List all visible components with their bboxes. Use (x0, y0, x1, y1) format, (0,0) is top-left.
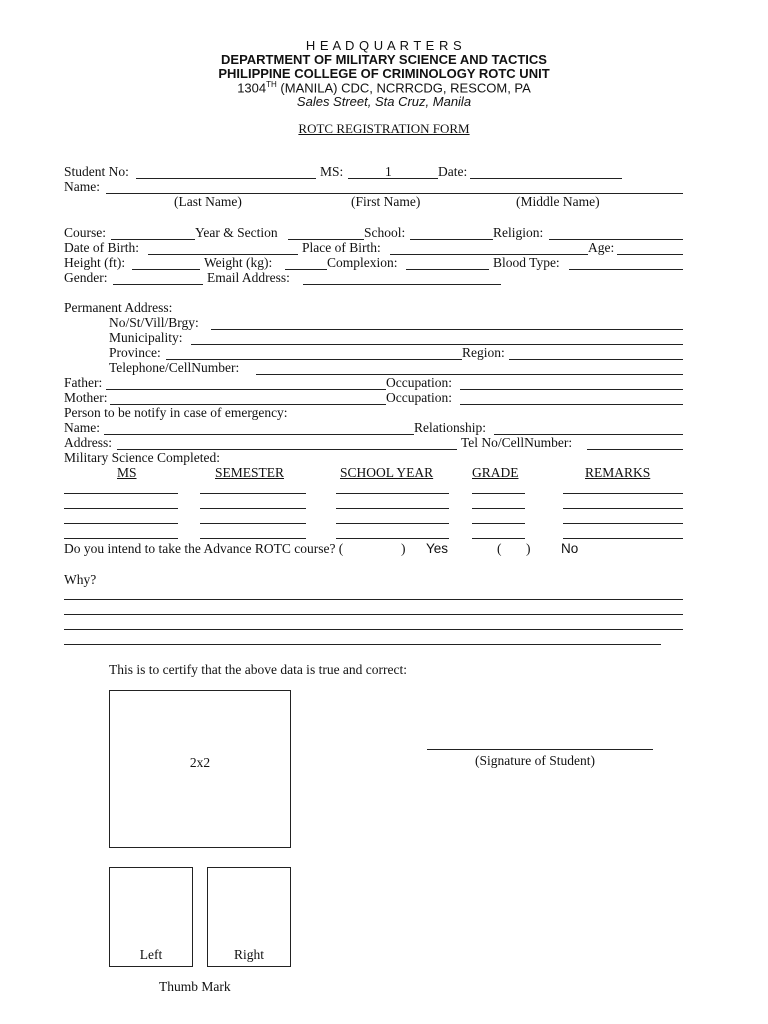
name-label: Name: (64, 179, 100, 194)
ms-cell[interactable] (64, 538, 178, 539)
emergency-name-label: Name: (64, 420, 100, 435)
mother-label: Mother: (64, 390, 108, 405)
school-year-cell[interactable] (336, 523, 449, 524)
pob-label: Place of Birth: (302, 240, 381, 255)
blood-type-field[interactable] (569, 269, 683, 270)
complexion-label: Complexion: (327, 255, 398, 270)
weight-label: Weight (kg): (204, 255, 273, 270)
gender-label: Gender: (64, 270, 108, 285)
municipality-field[interactable] (191, 344, 683, 345)
why-line[interactable] (64, 644, 661, 645)
certify-text: This is to certify that the above data is true and correct: (109, 662, 408, 677)
left-thumb-box[interactable] (109, 867, 193, 967)
header-unit: 1304TH (MANILA) CDC, NCRRCDG, RESCOM, PA (237, 80, 531, 96)
father-field[interactable] (106, 389, 386, 390)
signature-line[interactable] (427, 749, 653, 750)
father-occupation-field[interactable] (460, 389, 683, 390)
left-thumb-caption: Left (139, 947, 163, 962)
age-field[interactable] (617, 254, 683, 255)
mother-occupation-label: Occupation: (386, 390, 452, 405)
ms-value: 1 (385, 164, 392, 179)
father-occupation-label: Occupation: (386, 375, 452, 390)
region-field[interactable] (509, 359, 683, 360)
tel-cell-field[interactable] (587, 449, 683, 450)
student-no-label: Student No: (64, 164, 129, 179)
school-year-cell[interactable] (336, 508, 449, 509)
header-college: PHILIPPINE COLLEGE OF CRIMINOLOGY ROTC UNIT (218, 66, 550, 81)
header-department: DEPARTMENT OF MILITARY SCIENCE AND TACTICS (221, 52, 547, 67)
why-line[interactable] (64, 599, 683, 600)
religion-label: Religion: (493, 225, 544, 240)
school-field[interactable] (410, 239, 493, 240)
header-headquarters: H E A D Q U A R T E R S (305, 38, 463, 53)
remarks-cell[interactable] (563, 538, 683, 539)
grade-cell[interactable] (472, 523, 525, 524)
school-year-cell[interactable] (336, 538, 449, 539)
municipality-label: Municipality: (109, 330, 183, 345)
no-checkbox-close[interactable]: ) (526, 541, 531, 556)
complexion-field[interactable] (406, 269, 489, 270)
why-line[interactable] (64, 629, 683, 630)
emergency-name-field[interactable] (104, 434, 414, 435)
semester-cell[interactable] (200, 523, 306, 524)
ms-cell[interactable] (64, 493, 178, 494)
middle-name-caption: (Middle Name) (516, 194, 600, 209)
no-option-label: No (561, 541, 579, 556)
telephone-label: Telephone/CellNumber: (109, 360, 240, 375)
permanent-address-label: Permanent Address: (64, 300, 173, 315)
ms-label: MS: (320, 164, 344, 179)
emergency-label: Person to be notify in case of emergency: (64, 405, 288, 420)
remarks-cell[interactable] (563, 523, 683, 524)
height-label: Height (ft): (64, 255, 126, 270)
ms-cell[interactable] (64, 508, 178, 509)
remarks-cell[interactable] (563, 493, 683, 494)
semester-cell[interactable] (200, 538, 306, 539)
semester-cell[interactable] (200, 493, 306, 494)
year-section-label: Year & Section (195, 225, 278, 240)
semester-cell[interactable] (200, 508, 306, 509)
right-thumb-box[interactable] (207, 867, 291, 967)
last-name-caption: (Last Name) (174, 194, 242, 209)
school-label: School: (364, 225, 406, 240)
column-remarks: REMARKS (585, 465, 651, 480)
grade-cell[interactable] (472, 493, 525, 494)
region-label: Region: (462, 345, 505, 360)
column-ms: MS (117, 465, 137, 480)
yes-checkbox-close[interactable]: ) (401, 541, 406, 556)
school-year-cell[interactable] (336, 493, 449, 494)
ms-cell[interactable] (64, 523, 178, 524)
weight-field[interactable] (285, 269, 327, 270)
student-no-field[interactable] (136, 178, 316, 179)
form-title: ROTC REGISTRATION FORM (298, 121, 470, 136)
header-address: Sales Street, Sta Cruz, Manila (296, 94, 472, 109)
military-science-heading: Military Science Completed: (64, 450, 220, 465)
religion-field[interactable] (549, 239, 683, 240)
why-label: Why? (64, 572, 97, 587)
advance-question: Do you intend to take the Advance ROTC course? ( (64, 541, 344, 556)
column-grade: GRADE (472, 465, 519, 480)
emergency-address-label: Address: (64, 435, 112, 450)
ms-field[interactable] (348, 178, 438, 179)
height-field[interactable] (132, 269, 200, 270)
tel-cell-label: Tel No/CellNumber: (461, 435, 573, 450)
mother-occupation-field[interactable] (460, 404, 683, 405)
thumb-mark-caption: Thumb Mark (159, 979, 231, 994)
gender-field[interactable] (113, 284, 203, 285)
age-label: Age: (588, 240, 615, 255)
grade-cell[interactable] (472, 538, 525, 539)
date-field[interactable] (470, 178, 622, 179)
telephone-field[interactable] (256, 374, 683, 375)
column-semester: SEMESTER (215, 465, 285, 480)
course-label: Course: (64, 225, 106, 240)
no-checkbox-open[interactable]: ( (497, 541, 502, 556)
date-label: Date: (438, 164, 468, 179)
remarks-cell[interactable] (563, 508, 683, 509)
photo-caption: 2x2 (189, 755, 211, 770)
father-label: Father: (64, 375, 103, 390)
street-field[interactable] (211, 329, 683, 330)
blood-type-label: Blood Type: (493, 255, 560, 270)
column-school-year: SCHOOL YEAR (340, 465, 434, 480)
right-thumb-caption: Right (233, 947, 264, 962)
street-label: No/St/Vill/Brgy: (109, 315, 199, 330)
photo-box[interactable] (109, 690, 291, 848)
signature-caption: (Signature of Student) (475, 753, 595, 768)
email-field[interactable] (303, 284, 501, 285)
why-line[interactable] (64, 614, 683, 615)
yes-option-label: Yes (426, 541, 449, 556)
province-label: Province: (109, 345, 161, 360)
relationship-label: Relationship: (414, 420, 486, 435)
dob-label: Date of Birth: (64, 240, 139, 255)
grade-cell[interactable] (472, 508, 525, 509)
first-name-caption: (First Name) (351, 194, 421, 209)
email-label: Email Address: (207, 270, 290, 285)
